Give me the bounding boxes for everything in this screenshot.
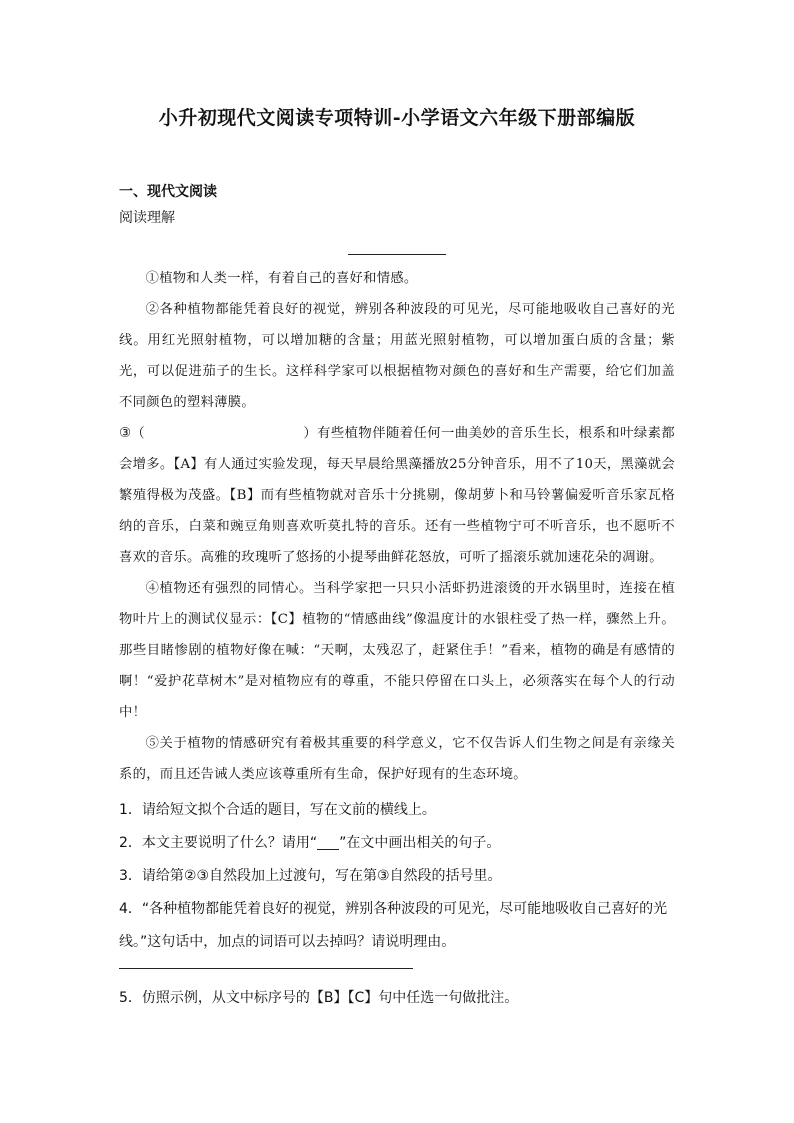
- question-list: [119, 794, 675, 959]
- question-3: 3．请给第②③自然段加上过渡句，写在第③自然段的括号里。: [119, 868, 502, 884]
- section-subheading: 阅读理解: [119, 210, 175, 226]
- question-5: 5．仿照示例，从文中标序号的【B】【C】句中任选一句做批注。: [119, 990, 519, 1006]
- question-4: 4．“各种植物都能凭着良好的视觉，辨别各种波段的可见光，尽可能地吸收自己喜好的光线。”这句话中，加点的词语可以去掉吗？请说明理由。: [119, 901, 668, 950]
- wavy-line-mark: [317, 837, 339, 850]
- paragraph-3-text: ）有些植物伴随着任何一曲美妙的音乐生长，根系和叶绿素都会增多。【A】有人通过实验发现，每天早晨给黑藻播放25分钟音乐，用不了10天，黑藻就会繁殖得极为茂盛。【B】而有些植物就对音乐十分挑剔，像胡萝卜和马铃薯偏爱听音乐家瓦格纳的音乐，白菜和豌豆角则喜欢听莫扎特的音乐。还有一些植物宁可不听音乐，也不愿听不喜欢的音乐。高雅的玫瑰听了悠扬的小提琴曲鲜花怒放，可听了摇滚乐就加速花朵的凋谢。: [119, 426, 675, 565]
- question-2: [119, 827, 675, 860]
- paragraph-3: [119, 418, 675, 573]
- paragraph-3-number: ③（: [119, 426, 146, 441]
- paragraph-4: ④植物还有强烈的同情心。当科学家把一只只小活虾扔进滚烫的开水锅里时，连接在植物叶片上的测试仪显示：【C】植物的“情感曲线”像温度计的水银柱受了热一样，骤然上升。那些目睹惨剧的植物好像在喊：“天啊，太残忍了，赶紧住手！”看来，植物的确是有感情的啊！“爱护花草树木”是对植物应有的尊重，不能只停留在口头上，必须落实在每个人的行动中！: [119, 581, 675, 720]
- document-title: 小升初现代文阅读专项特训-小学语文六年级下册部编版: [158, 107, 636, 129]
- question-1: 1．请给短文拟个合适的题目，写在文前的横线上。: [119, 802, 436, 818]
- reading-passage: [119, 263, 675, 790]
- paragraph-1: ①植物和人类一样，有着自己的喜好和情感。: [145, 271, 418, 286]
- question-2-part-b: ”在文中画出相关的句子。: [339, 835, 501, 851]
- paragraph-5: ⑤关于植物的情感研究有着极其重要的科学意义，它不仅告诉人们生物之间是有亲缘关系的，而且还告诫人类应该尊重所有生命，保护好现有的生态环境。: [119, 736, 675, 782]
- answer-line: [119, 968, 413, 969]
- section-heading: 一、现代文阅读: [119, 184, 217, 200]
- paragraph-2: ②各种植物都能凭着良好的视觉，辨别各种波段的可见光，尽可能地吸收自己喜好的光线。用红光照射植物，可以增加糖的含量；用蓝光照射植物，可以增加蛋白质的含量；紫光，可以促进茄子的生长。这样科学家可以根据植物对颜色的喜好和生产需要，给它们加盖不同颜色的塑料薄膜。: [119, 302, 675, 410]
- passage-title-blank-line: [348, 254, 446, 255]
- question-2-part-a: 2．本文主要说明了什么？请用“: [119, 835, 318, 851]
